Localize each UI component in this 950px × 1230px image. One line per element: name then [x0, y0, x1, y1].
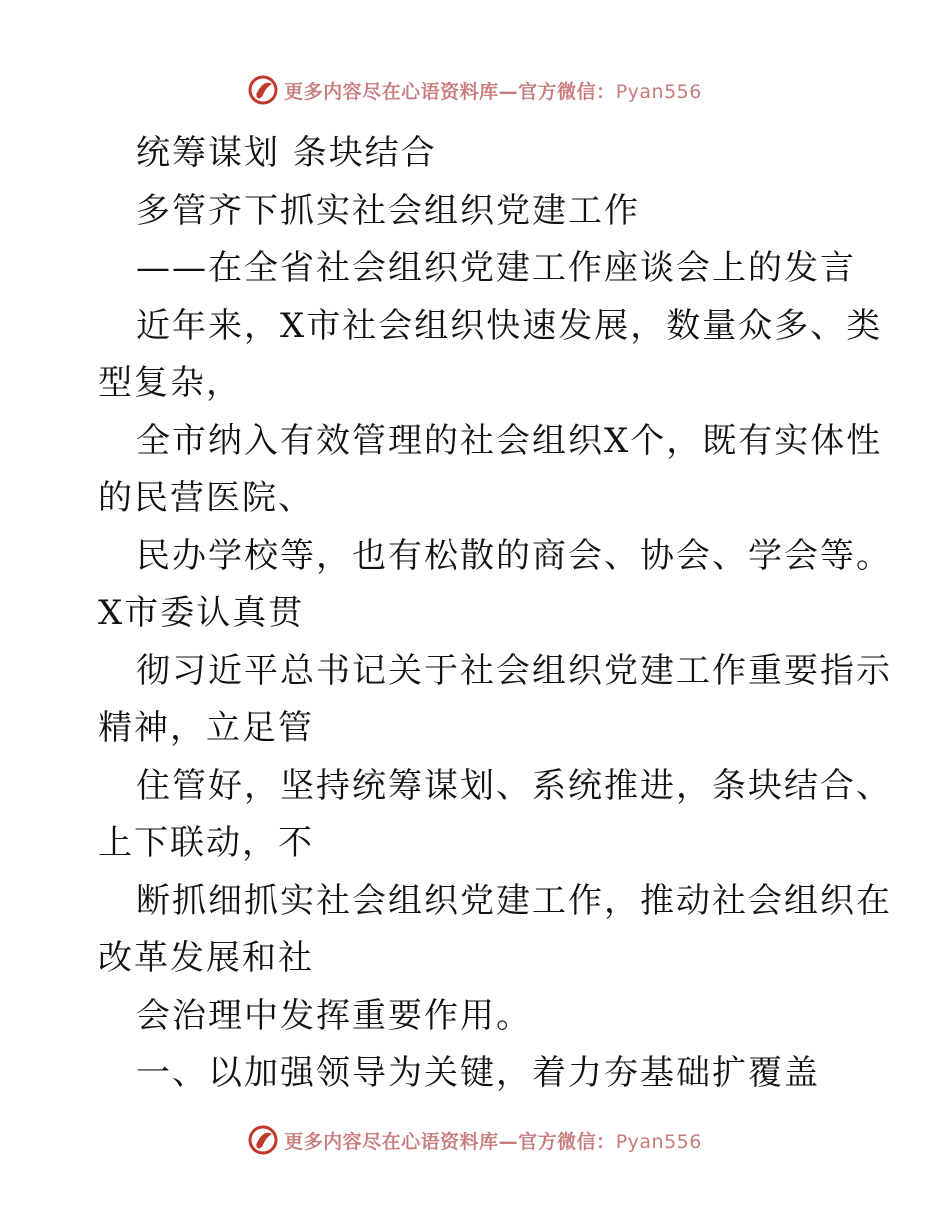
doc-line: 的民营医院、: [98, 478, 314, 518]
header-banner-text: [284, 77, 702, 104]
footer-banner-account: Pyan556: [615, 1130, 702, 1153]
doc-line: 上下联动，不: [98, 823, 314, 863]
footer-banner-text: [284, 1127, 702, 1154]
doc-line: 型复杂，: [98, 363, 242, 403]
doc-line: 民办学校等，也有松散的商会、协会、学会等。: [136, 535, 892, 576]
document-body: [98, 125, 892, 1103]
doc-line: 全市纳入有效管理的社会组织X个，既有实体性: [136, 420, 883, 461]
header-banner-main: 更多内容尽在心语资料库: [284, 80, 499, 103]
logo-icon: [248, 75, 278, 105]
doc-line: 精神，立足管: [98, 708, 314, 748]
doc-speech-caption: ——在全省社会组织党建工作座谈会上的发言: [136, 248, 856, 288]
doc-subtitle: 多管齐下抓实社会组织党建工作: [136, 190, 640, 231]
header-banner-label: 官方微信：: [518, 80, 616, 103]
footer-banner: [0, 1120, 950, 1160]
doc-title: 统筹谋划 条块结合: [136, 133, 437, 173]
doc-line: 近年来，X市社会组织快速发展，数量众多、类: [136, 305, 883, 346]
doc-section-heading: 一、以加强领导为关键，着力夯基础扩覆盖: [136, 1053, 820, 1093]
header-banner-account: Pyan556: [615, 80, 702, 103]
doc-line: 住管好，坚持统筹谋划、系统推进，条块结合、: [136, 765, 892, 806]
doc-line: X市委认真贯: [98, 593, 305, 633]
header-banner-dash: —: [498, 80, 519, 103]
footer-banner-dash: —: [498, 1130, 519, 1153]
doc-line: 改革发展和社: [98, 938, 314, 978]
header-banner: [0, 70, 950, 110]
footer-banner-label: 官方微信：: [518, 1130, 616, 1153]
footer-banner-main: 更多内容尽在心语资料库: [284, 1130, 499, 1153]
logo-icon: [248, 1125, 278, 1155]
doc-line: 彻习近平总书记关于社会组织党建工作重要指示: [136, 650, 892, 691]
doc-line: 会治理中发挥重要作用。: [136, 995, 532, 1036]
doc-line: 断抓细抓实社会组织党建工作，推动社会组织在: [136, 880, 892, 921]
